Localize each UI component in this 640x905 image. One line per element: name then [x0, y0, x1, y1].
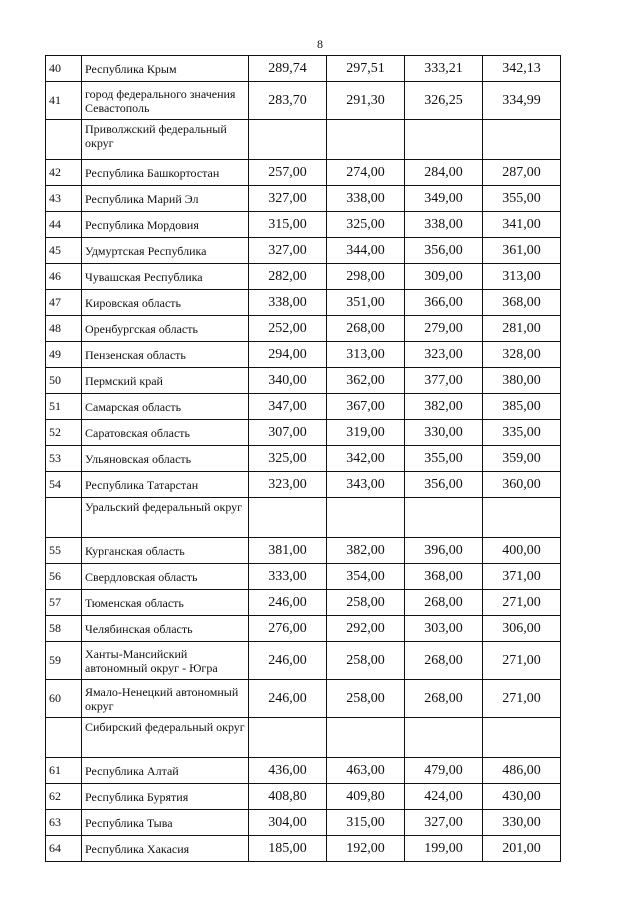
value-cell: 338,00	[249, 290, 327, 316]
value-cell: 330,00	[483, 810, 561, 836]
value-cell	[483, 498, 561, 538]
table-row	[46, 264, 561, 290]
value-cell: 287,00	[483, 160, 561, 186]
value-cell: 283,70	[249, 82, 327, 120]
value-cell: 330,00	[405, 420, 483, 446]
row-number: 54	[46, 472, 82, 498]
value-cell	[483, 718, 561, 758]
row-number	[46, 120, 82, 160]
row-number: 56	[46, 564, 82, 590]
value-cell: 362,00	[327, 368, 405, 394]
value-cell: 360,00	[483, 472, 561, 498]
row-number	[46, 718, 82, 758]
row-number: 41	[46, 82, 82, 120]
value-cell: 304,00	[249, 810, 327, 836]
value-cell: 199,00	[405, 836, 483, 862]
value-cell: 268,00	[405, 642, 483, 680]
value-cell	[405, 718, 483, 758]
value-cell: 271,00	[483, 642, 561, 680]
region-name: Самарская область	[82, 394, 249, 420]
table-row	[46, 538, 561, 564]
value-cell: 325,00	[327, 212, 405, 238]
region-name: Республика Бурятия	[82, 784, 249, 810]
value-cell	[327, 718, 405, 758]
row-number: 58	[46, 616, 82, 642]
table-row	[46, 316, 561, 342]
value-cell: 368,00	[483, 290, 561, 316]
value-cell: 327,00	[249, 186, 327, 212]
row-number: 42	[46, 160, 82, 186]
value-cell: 368,00	[405, 564, 483, 590]
table-row	[46, 472, 561, 498]
row-number: 43	[46, 186, 82, 212]
row-number: 53	[46, 446, 82, 472]
value-cell: 246,00	[249, 680, 327, 718]
row-number: 48	[46, 316, 82, 342]
table-row	[46, 160, 561, 186]
value-cell: 479,00	[405, 758, 483, 784]
table-row	[46, 82, 561, 120]
value-cell: 361,00	[483, 238, 561, 264]
value-cell: 486,00	[483, 758, 561, 784]
row-number: 52	[46, 420, 82, 446]
value-cell: 333,21	[405, 56, 483, 82]
value-cell: 343,00	[327, 472, 405, 498]
value-cell	[327, 120, 405, 160]
value-cell: 289,74	[249, 56, 327, 82]
table-row	[46, 446, 561, 472]
table-row	[46, 56, 561, 82]
value-cell: 313,00	[327, 342, 405, 368]
row-number: 51	[46, 394, 82, 420]
value-cell: 356,00	[405, 472, 483, 498]
row-number	[46, 498, 82, 538]
value-cell: 380,00	[483, 368, 561, 394]
table-row	[46, 758, 561, 784]
value-cell: 356,00	[405, 238, 483, 264]
value-cell: 303,00	[405, 616, 483, 642]
value-cell: 327,00	[405, 810, 483, 836]
table-row	[46, 784, 561, 810]
value-cell: 355,00	[405, 446, 483, 472]
table-row	[46, 420, 561, 446]
row-number: 40	[46, 56, 82, 82]
region-name: Курганская область	[82, 538, 249, 564]
row-number: 47	[46, 290, 82, 316]
value-cell: 325,00	[249, 446, 327, 472]
row-number: 45	[46, 238, 82, 264]
page-number: 8	[317, 37, 323, 51]
value-cell: 306,00	[483, 616, 561, 642]
table-row	[46, 564, 561, 590]
value-cell: 281,00	[483, 316, 561, 342]
value-cell	[249, 718, 327, 758]
row-number: 64	[46, 836, 82, 862]
table-row	[46, 616, 561, 642]
region-name: город федерального значения Севастополь	[82, 82, 249, 120]
value-cell	[483, 120, 561, 160]
value-cell: 338,00	[405, 212, 483, 238]
value-cell: 436,00	[249, 758, 327, 784]
value-cell: 430,00	[483, 784, 561, 810]
value-cell: 271,00	[483, 590, 561, 616]
value-cell: 334,99	[483, 82, 561, 120]
value-cell: 377,00	[405, 368, 483, 394]
value-cell: 349,00	[405, 186, 483, 212]
value-cell: 185,00	[249, 836, 327, 862]
value-cell: 400,00	[483, 538, 561, 564]
table-row	[46, 590, 561, 616]
value-cell: 408,80	[249, 784, 327, 810]
value-cell: 298,00	[327, 264, 405, 290]
region-name: Пензенская область	[82, 342, 249, 368]
district-name: Сибирский федеральный округ	[82, 718, 249, 758]
value-cell: 319,00	[327, 420, 405, 446]
table-row	[46, 342, 561, 368]
value-cell: 313,00	[483, 264, 561, 290]
region-name: Ульяновская область	[82, 446, 249, 472]
value-cell: 367,00	[327, 394, 405, 420]
value-cell: 315,00	[327, 810, 405, 836]
value-cell: 396,00	[405, 538, 483, 564]
value-cell: 355,00	[483, 186, 561, 212]
value-cell	[405, 498, 483, 538]
value-cell: 201,00	[483, 836, 561, 862]
row-number: 49	[46, 342, 82, 368]
value-cell	[327, 498, 405, 538]
region-name: Республика Марий Эл	[82, 186, 249, 212]
region-name: Чувашская Республика	[82, 264, 249, 290]
region-name: Ямало-Ненецкий автономный округ	[82, 680, 249, 718]
table-row	[46, 394, 561, 420]
value-cell: 359,00	[483, 446, 561, 472]
row-number: 59	[46, 642, 82, 680]
value-cell: 315,00	[249, 212, 327, 238]
region-name: Республика Алтай	[82, 758, 249, 784]
value-cell: 291,30	[327, 82, 405, 120]
row-number: 50	[46, 368, 82, 394]
value-cell: 328,00	[483, 342, 561, 368]
value-cell: 271,00	[483, 680, 561, 718]
value-cell: 282,00	[249, 264, 327, 290]
district-header-row	[46, 120, 561, 160]
table-row	[46, 810, 561, 836]
value-cell: 323,00	[249, 472, 327, 498]
district-header-row	[46, 718, 561, 758]
value-cell	[249, 498, 327, 538]
row-number: 44	[46, 212, 82, 238]
row-number: 55	[46, 538, 82, 564]
table-row	[46, 186, 561, 212]
region-name: Саратовская область	[82, 420, 249, 446]
region-name: Удмуртская Республика	[82, 238, 249, 264]
value-cell: 338,00	[327, 186, 405, 212]
value-cell	[249, 120, 327, 160]
table-row	[46, 642, 561, 680]
table-row	[46, 680, 561, 718]
value-cell: 274,00	[327, 160, 405, 186]
row-number: 63	[46, 810, 82, 836]
region-name: Ханты-Мансийский автономный округ - Югра	[82, 642, 249, 680]
region-name: Тюменская область	[82, 590, 249, 616]
district-header-row	[46, 498, 561, 538]
value-cell: 344,00	[327, 238, 405, 264]
value-cell: 258,00	[327, 642, 405, 680]
value-cell: 342,13	[483, 56, 561, 82]
value-cell: 326,25	[405, 82, 483, 120]
value-cell	[405, 120, 483, 160]
value-cell: 279,00	[405, 316, 483, 342]
region-name: Республика Башкортостан	[82, 160, 249, 186]
district-name: Приволжский федеральный округ	[82, 120, 249, 160]
region-name: Челябинская область	[82, 616, 249, 642]
value-cell: 366,00	[405, 290, 483, 316]
value-cell: 342,00	[327, 446, 405, 472]
value-cell: 192,00	[327, 836, 405, 862]
value-cell: 335,00	[483, 420, 561, 446]
value-cell: 276,00	[249, 616, 327, 642]
value-cell: 382,00	[405, 394, 483, 420]
value-cell: 268,00	[327, 316, 405, 342]
region-name: Республика Татарстан	[82, 472, 249, 498]
row-number: 60	[46, 680, 82, 718]
value-cell: 333,00	[249, 564, 327, 590]
value-cell: 463,00	[327, 758, 405, 784]
value-cell: 292,00	[327, 616, 405, 642]
value-cell: 347,00	[249, 394, 327, 420]
value-cell: 409,80	[327, 784, 405, 810]
row-number: 57	[46, 590, 82, 616]
value-cell: 371,00	[483, 564, 561, 590]
value-cell: 297,51	[327, 56, 405, 82]
region-name: Свердловская область	[82, 564, 249, 590]
district-name: Уральский федеральный округ	[82, 498, 249, 538]
region-name: Республика Хакасия	[82, 836, 249, 862]
region-name: Республика Тыва	[82, 810, 249, 836]
value-cell: 385,00	[483, 394, 561, 420]
value-cell: 258,00	[327, 590, 405, 616]
region-name: Оренбургская область	[82, 316, 249, 342]
region-name: Пермский край	[82, 368, 249, 394]
value-cell: 252,00	[249, 316, 327, 342]
value-cell: 257,00	[249, 160, 327, 186]
value-cell: 294,00	[249, 342, 327, 368]
value-cell: 340,00	[249, 368, 327, 394]
row-number: 62	[46, 784, 82, 810]
region-name: Республика Крым	[82, 56, 249, 82]
table-row	[46, 238, 561, 264]
value-cell: 341,00	[483, 212, 561, 238]
value-cell: 307,00	[249, 420, 327, 446]
table-row	[46, 290, 561, 316]
value-cell: 284,00	[405, 160, 483, 186]
value-cell: 323,00	[405, 342, 483, 368]
value-cell: 268,00	[405, 590, 483, 616]
value-cell: 354,00	[327, 564, 405, 590]
row-number: 61	[46, 758, 82, 784]
value-cell: 258,00	[327, 680, 405, 718]
table-row	[46, 368, 561, 394]
tariff-table	[45, 55, 561, 862]
value-cell: 382,00	[327, 538, 405, 564]
value-cell: 246,00	[249, 590, 327, 616]
region-name: Республика Мордовия	[82, 212, 249, 238]
table-row	[46, 212, 561, 238]
region-name: Кировская область	[82, 290, 249, 316]
value-cell: 246,00	[249, 642, 327, 680]
table-row	[46, 836, 561, 862]
value-cell: 424,00	[405, 784, 483, 810]
row-number: 46	[46, 264, 82, 290]
value-cell: 381,00	[249, 538, 327, 564]
value-cell: 309,00	[405, 264, 483, 290]
value-cell: 351,00	[327, 290, 405, 316]
value-cell: 327,00	[249, 238, 327, 264]
value-cell: 268,00	[405, 680, 483, 718]
